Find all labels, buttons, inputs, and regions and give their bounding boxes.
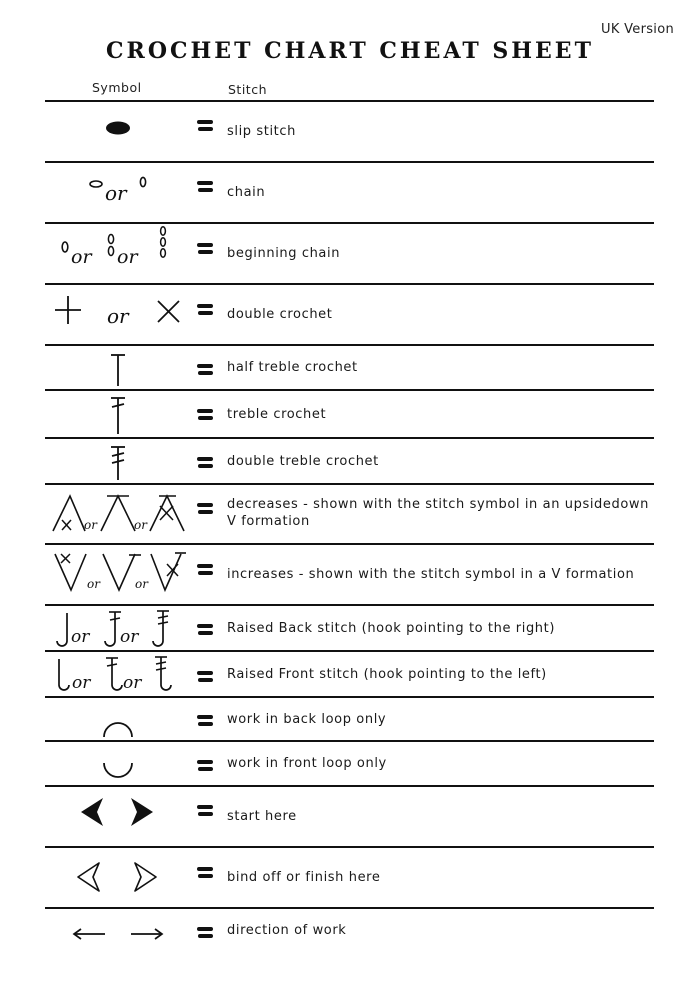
direction-symbol bbox=[45, 908, 190, 968]
stitch-label: beginning chain bbox=[227, 246, 341, 261]
equals-icon bbox=[197, 409, 213, 421]
equals-icon bbox=[197, 503, 213, 515]
bind-off-symbol bbox=[45, 847, 190, 907]
stitch-row bbox=[45, 741, 654, 785]
equals-icon bbox=[197, 624, 213, 636]
stitch-row bbox=[45, 908, 654, 968]
or-text: or bbox=[135, 577, 148, 591]
back-loop-symbol bbox=[45, 697, 190, 740]
stitch-row bbox=[45, 697, 654, 740]
equals-icon bbox=[197, 364, 213, 376]
stitch-row bbox=[45, 101, 654, 161]
stitch-label: bind off or finish here bbox=[227, 870, 381, 885]
or-text: or bbox=[117, 246, 138, 268]
stitch-row bbox=[45, 544, 654, 604]
stitch-label: double crochet bbox=[227, 307, 333, 322]
stitch-row bbox=[45, 651, 654, 696]
front-loop-symbol bbox=[45, 741, 190, 785]
equals-icon bbox=[197, 120, 213, 132]
equals-icon bbox=[197, 181, 213, 193]
or-text: or bbox=[120, 627, 139, 647]
decrease-symbol bbox=[45, 484, 190, 543]
stitch-label: work in front loop only bbox=[227, 756, 387, 771]
stitch-row bbox=[45, 605, 654, 650]
equals-icon bbox=[197, 760, 213, 772]
treble-symbol bbox=[45, 390, 190, 437]
slip-stitch-symbol bbox=[45, 101, 190, 161]
equals-icon bbox=[197, 671, 213, 683]
stitch-row bbox=[45, 390, 654, 437]
or-text: or bbox=[134, 518, 147, 532]
half-treble-symbol bbox=[45, 345, 190, 389]
increase-symbol bbox=[45, 544, 190, 604]
stitch-row bbox=[45, 284, 654, 344]
stitch-row bbox=[45, 345, 654, 389]
or-text: or bbox=[123, 673, 142, 693]
or-text: or bbox=[105, 181, 127, 205]
stitch-row bbox=[45, 786, 654, 846]
stitch-label: half treble crochet bbox=[227, 360, 358, 375]
stitch-label: Raised Front stitch (hook pointing to the left) bbox=[227, 667, 547, 682]
stitch-label: chain bbox=[227, 185, 266, 200]
equals-icon bbox=[197, 805, 213, 817]
equals-icon bbox=[197, 715, 213, 727]
stitch-label: direction of work bbox=[227, 923, 347, 938]
column-header-stitch: Stitch bbox=[228, 82, 268, 97]
or-text: or bbox=[107, 304, 129, 328]
raised-back-symbol bbox=[45, 605, 190, 650]
stitch-label: double treble crochet bbox=[227, 454, 379, 469]
equals-icon bbox=[197, 304, 213, 316]
equals-icon bbox=[197, 564, 213, 576]
equals-icon bbox=[197, 867, 213, 879]
stitch-label: treble crochet bbox=[227, 407, 327, 422]
stitch-label: Raised Back stitch (hook pointing to the right) bbox=[227, 621, 556, 636]
equals-icon bbox=[197, 457, 213, 469]
or-text: or bbox=[84, 518, 97, 532]
stitch-row bbox=[45, 484, 654, 543]
stitch-label: start here bbox=[227, 809, 297, 824]
equals-icon bbox=[197, 243, 213, 255]
stitch-row bbox=[45, 847, 654, 907]
page-title: CROCHET CHART CHEAT SHEET bbox=[106, 38, 594, 64]
stitch-label: slip stitch bbox=[227, 124, 296, 139]
or-text: or bbox=[87, 577, 100, 591]
or-text: or bbox=[71, 627, 90, 647]
or-text: or bbox=[72, 673, 91, 693]
double-treble-symbol bbox=[45, 438, 190, 483]
right-arrowhead-icon bbox=[131, 798, 153, 826]
equals-icon bbox=[197, 927, 213, 939]
stitch-row bbox=[45, 162, 654, 222]
stitch-label: increases - shown with the stitch symbol in a V formation bbox=[227, 567, 635, 582]
left-arrowhead-icon bbox=[81, 798, 103, 826]
or-text: or bbox=[71, 246, 92, 268]
beginning-chain-symbol bbox=[45, 223, 190, 283]
chain-symbol bbox=[45, 162, 190, 222]
stitch-row bbox=[45, 438, 654, 483]
double-crochet-symbol bbox=[45, 284, 190, 344]
column-header-symbol: Symbol bbox=[92, 80, 142, 95]
stitch-label: work in back loop only bbox=[227, 712, 387, 727]
stitch-row bbox=[45, 223, 654, 283]
start-here-symbol bbox=[45, 786, 190, 846]
version-label: UK Version bbox=[601, 22, 674, 37]
raised-front-symbol bbox=[45, 651, 190, 696]
stitch-label: decreases - shown with the stitch symbol in an upsidedown V formation bbox=[227, 497, 649, 529]
